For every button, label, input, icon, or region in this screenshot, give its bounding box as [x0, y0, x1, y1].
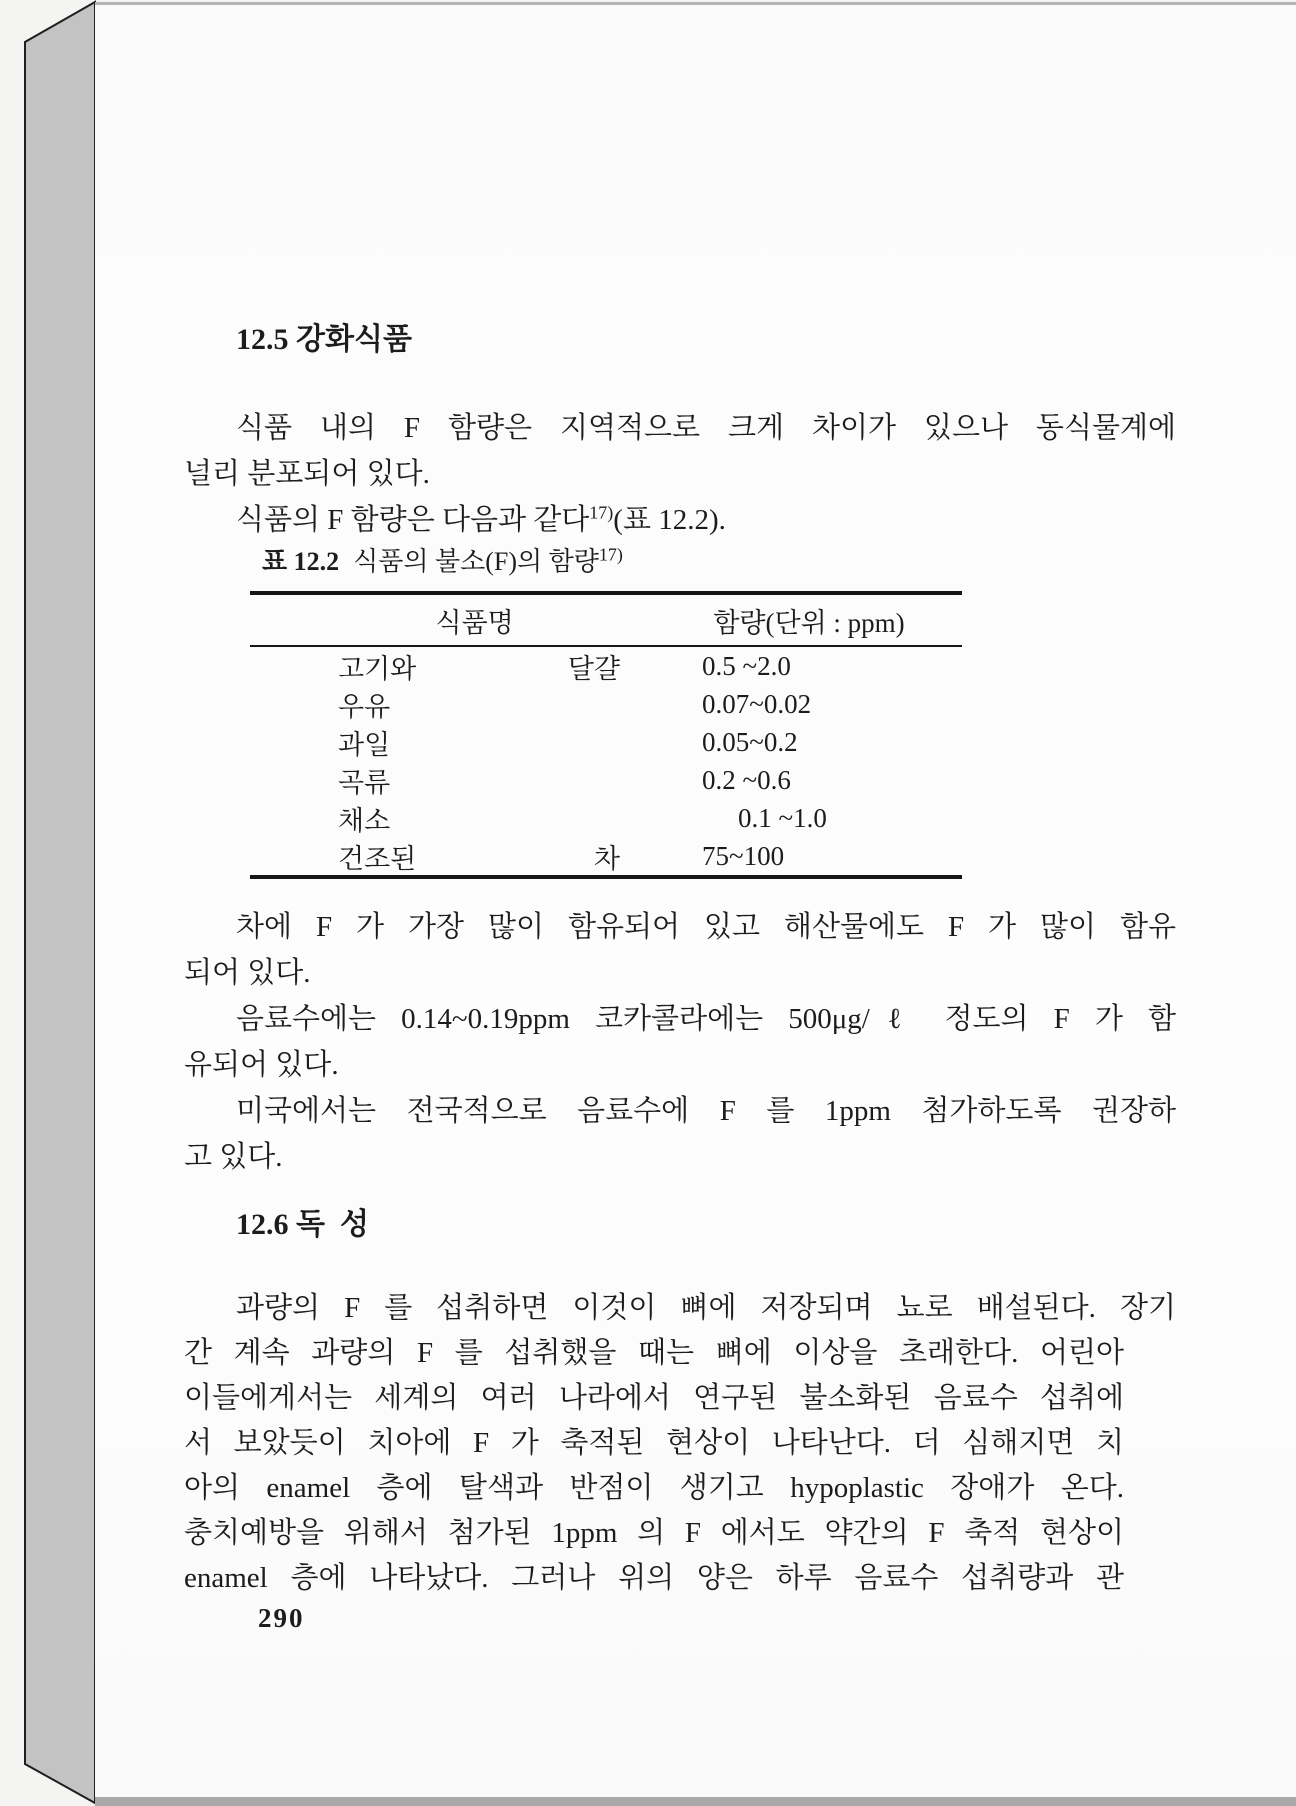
- table-row: [250, 799, 962, 837]
- amount-cell: 0.2 ~0.6: [702, 764, 791, 795]
- table-row: [250, 761, 962, 799]
- amount-cell: 0.07~0.02: [702, 688, 812, 719]
- toxicity-line-3: 이들에게서는 세계의 여러 나라에서 연구된 불소화된 음료수 섭취에: [184, 1382, 1124, 1414]
- table-intro-line: [184, 501, 1176, 539]
- page-bottom-edge: [95, 1796, 1296, 1806]
- table-intro-ref: (표 12.2).: [613, 504, 726, 536]
- section-12-5-heading: 12.5 강화식품: [236, 323, 412, 356]
- food-fluoride-table: [250, 591, 962, 879]
- amount-cell: 75~100: [702, 840, 785, 871]
- section-12-6-heading: 12.6 독 성: [236, 1208, 369, 1241]
- table-row: [250, 723, 962, 761]
- food-name-cell: [250, 761, 690, 800]
- footnote-ref-17: 17): [598, 544, 623, 565]
- page-number: 290: [258, 1603, 305, 1633]
- page-surface: [95, 2, 1296, 1797]
- toxicity-line-6: 충치예방을 위해서 첨가된 1ppm 의 F 에서도 약간의 F 축적 현상이: [184, 1517, 1124, 1549]
- toxicity-line-1: 과량의 F 를 섭취하면 이것이 뼈에 저장되며 뇨로 배설된다. 장기: [236, 1292, 1176, 1324]
- amount-header: 함량(단위 : ppm): [713, 607, 905, 638]
- footnote-ref-17: 17): [589, 502, 614, 523]
- toxicity-line-2: 간 계속 과량의 F 를 섭취했을 때는 뼈에 이상을 초래한다. 어린아: [184, 1337, 1124, 1369]
- table-row: [250, 647, 962, 685]
- usa-line-1: 미국에서는 전국적으로 음료수에 F 를 1ppm 첨가하도록 권장하: [236, 1095, 1176, 1127]
- table-caption-title: 식품의 불소(F)의 함량: [353, 547, 599, 576]
- amount-cell: 0.5 ~2.0: [702, 650, 791, 681]
- food-name-cell: [250, 723, 690, 762]
- food-name-header: 식품명: [435, 607, 514, 638]
- table-header-row: [250, 595, 962, 647]
- page-stack-edge: [25, 2, 95, 1803]
- tea-line-2: 되어 있다.: [184, 957, 311, 989]
- food-name: 우유: [338, 691, 391, 722]
- food-name-cell: [250, 647, 690, 686]
- food-name: 곡류: [338, 767, 391, 798]
- page-content: [184, 5, 1176, 1797]
- food-name-cell: [250, 685, 690, 724]
- intro-line-1: 식품 내의 F 함량은 지역적으로 크게 차이가 있으나 동식물계에: [236, 412, 1176, 444]
- table-row: [250, 685, 962, 723]
- usa-line-2: 고 있다.: [184, 1141, 283, 1173]
- table-intro-text: 식품의 F 함량은 다음과 같다: [236, 504, 590, 536]
- beverage-line-1: 음료수에는 0.14~0.19ppm 코카콜라에는 500μg/ℓ 정도의 F 가 함: [236, 1003, 1176, 1035]
- table-caption-label: 표 12.2: [262, 547, 340, 576]
- food-name-cell: [250, 837, 690, 876]
- amount-cell: 0.05~0.2: [702, 726, 798, 757]
- food-name: 과일: [338, 729, 391, 760]
- amount-cell: 0.1 ~1.0: [738, 802, 827, 833]
- food-name: 건조된 차: [338, 843, 620, 874]
- toxicity-line-4: 서 보았듯이 치아에 F 가 축적된 현상이 나타난다. 더 심해지면 치: [184, 1427, 1124, 1459]
- food-name: 채소: [338, 805, 391, 836]
- intro-line-2: 널리 분포되어 있다.: [184, 458, 430, 490]
- toxicity-line-7: enamel 층에 나타났다. 그러나 위의 양은 하루 음료수 섭취량과 관: [184, 1562, 1124, 1594]
- beverage-line-2: 유되어 있다.: [184, 1049, 339, 1081]
- tea-line-1: 차에 F 가 가장 많이 함유되어 있고 해산물에도 F 가 많이 함유: [236, 911, 1176, 943]
- food-name-cell: [250, 799, 690, 838]
- table-row: [250, 837, 962, 875]
- food-name: 고기와 달걀: [338, 653, 620, 684]
- toxicity-line-5: 아의 enamel 층에 탈색과 반점이 생기고 hypoplastic 장애가 온다.: [184, 1472, 1124, 1504]
